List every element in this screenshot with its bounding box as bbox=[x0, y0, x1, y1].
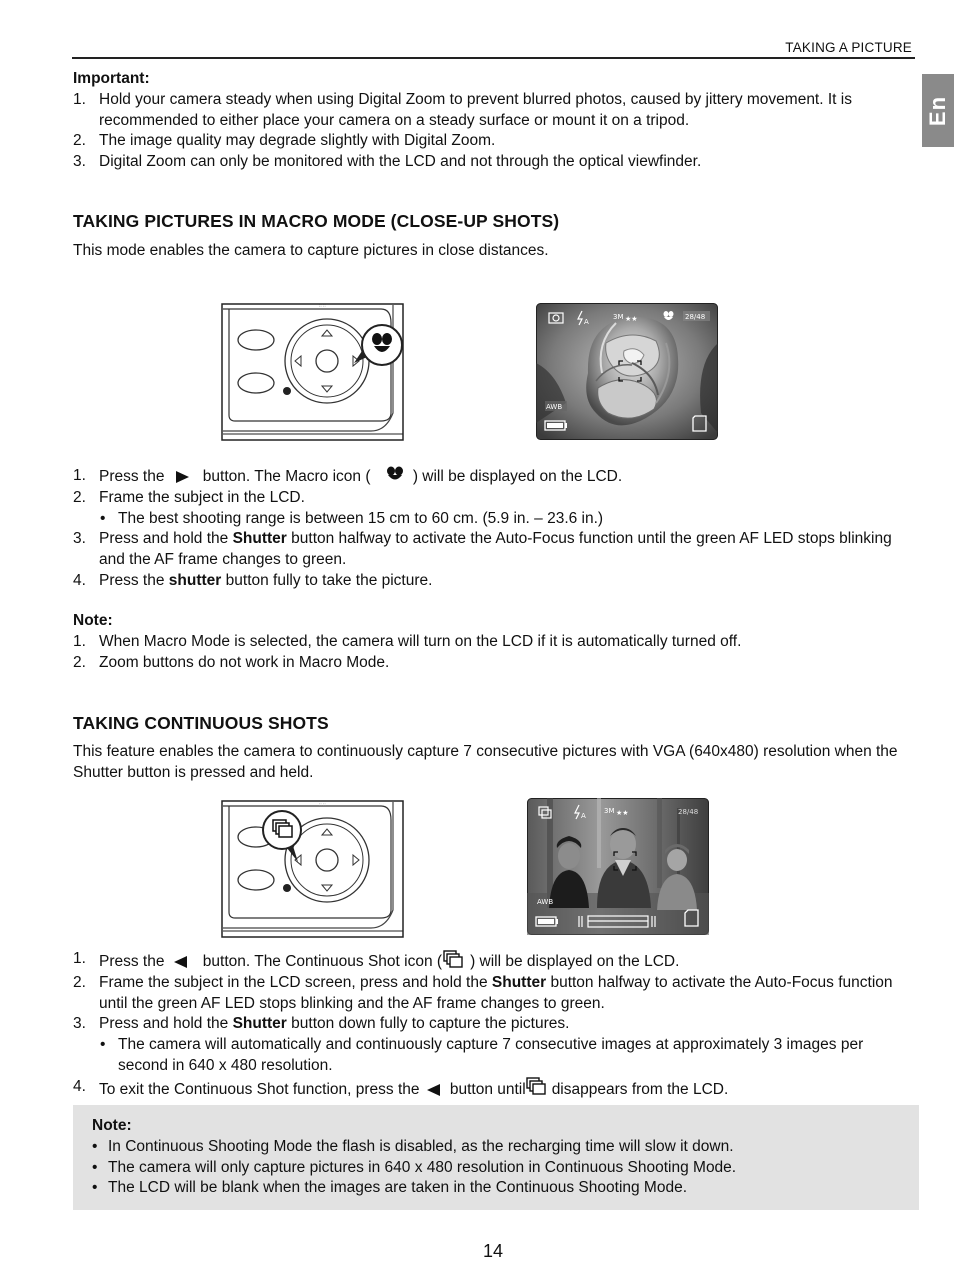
running-header: TAKING A PICTURE bbox=[785, 40, 912, 55]
continuous-title: TAKING CONTINUOUS SHOTS bbox=[73, 713, 329, 733]
macro-section-heading bbox=[73, 211, 913, 232]
svg-text::: ::: :: :: bbox=[319, 802, 326, 807]
list-item: 3. Press and hold the Shutter button down fully to capture the pictures. bbox=[73, 1015, 570, 1033]
header-rule bbox=[72, 57, 915, 59]
lcd-macro-rose-figure bbox=[536, 303, 718, 440]
list-subitem: • The best shooting range is between 15 cm to 60 cm. (5.9 in. – 23.6 in.) bbox=[100, 509, 604, 527]
continuous-shot-icon bbox=[526, 1077, 552, 1097]
language-tab-label: En bbox=[925, 95, 950, 126]
list-item: 3. Press and hold the Shutter button halfway to activate the Auto-Focus function until the green AF LED stops blinking and the AF frame changes to green. bbox=[73, 530, 892, 569]
left-arrow-icon bbox=[169, 955, 203, 969]
language-tab bbox=[922, 74, 954, 147]
page-number: 14 bbox=[482, 1241, 504, 1261]
list-item: 2. Frame the subject in the LCD screen, press and hold the Shutter button halfway to activate the Auto-Focus function until the green AF LED stops blinking and the AF frame changes to green. bbox=[73, 973, 893, 1012]
image-size-label: 3M bbox=[613, 313, 624, 321]
lcd-continuous-family-figure bbox=[527, 798, 709, 935]
continuous-shot-icon bbox=[273, 820, 292, 837]
list-item: 4. Press the shutter button fully to take the picture. bbox=[73, 571, 433, 589]
note-label: Note: bbox=[73, 612, 113, 629]
continuous-note-box bbox=[73, 1105, 919, 1210]
svg-text:A: A bbox=[584, 318, 589, 326]
macro-flower-icon bbox=[375, 466, 413, 484]
list-item: • The LCD will be blank when the images are taken in the Continuous Shooting Mode. bbox=[92, 1179, 688, 1197]
list-item: 1. When Macro Mode is selected, the camera will turn on the LCD if it is automatically turned off. bbox=[73, 632, 742, 650]
list-item: 4. To exit the Continuous Shot function, press the button until disappears from the LCD. bbox=[73, 1077, 729, 1098]
macro-note bbox=[73, 611, 913, 673]
quality-stars: ★★ bbox=[625, 315, 638, 323]
camera-back-macro-figure bbox=[221, 303, 404, 441]
note-label: Note: bbox=[92, 1117, 132, 1134]
list-item: • The camera will only capture pictures in 640 x 480 resolution in Continuous Shooting Mode. bbox=[92, 1158, 737, 1176]
continuous-shot-icon bbox=[442, 949, 470, 969]
important-label: Important: bbox=[73, 70, 150, 87]
list-item: 2. Frame the subject in the LCD. bbox=[73, 488, 305, 506]
right-arrow-icon bbox=[169, 470, 203, 484]
list-item: 1. Press the button. The Macro icon ( ) will be displayed on the LCD. bbox=[73, 467, 623, 485]
list-subitem: • The camera will automatically and continuously capture 7 consecutive images at approximately 3 images per second in 640 x 480 resolution. bbox=[100, 1036, 864, 1074]
list-item: 2. The image quality may degrade slightly with Digital Zoom. bbox=[73, 132, 496, 150]
list-item: 3. Digital Zoom can only be monitored with the LCD and not through the optical viewfinder. bbox=[73, 153, 702, 171]
important-block bbox=[73, 69, 913, 173]
white-balance-label: AWB bbox=[546, 403, 563, 411]
camera-back-continuous-figure bbox=[221, 800, 404, 938]
continuous-intro: This feature enables the camera to continuously capture 7 consecutive pictures with VGA (640x480) resolution when the Shutter button is pressed and held. bbox=[73, 743, 898, 781]
continuous-steps bbox=[73, 949, 913, 1101]
image-size-label: 3M bbox=[604, 807, 615, 815]
shot-count: 28/48 bbox=[685, 313, 706, 321]
list-item: 2. Zoom buttons do not work in Macro Mode. bbox=[73, 653, 390, 671]
important-list bbox=[73, 90, 913, 173]
list-item: 1. Press the button. The Continuous Shot icon ( ) will be displayed on the LCD. bbox=[73, 950, 680, 970]
continuous-section-heading bbox=[73, 713, 913, 734]
list-item: 1. Hold your camera steady when using Digital Zoom to prevent blurred photos, caused by jittery movement. It is recommended to either place your camera on a steady surface or mount it on a tripod. bbox=[73, 90, 852, 129]
list-item: • In Continuous Shooting Mode the flash is disabled, as the recharging time will slow it down. bbox=[92, 1137, 734, 1155]
quality-stars: ★★ bbox=[616, 809, 629, 817]
macro-title: TAKING PICTURES IN MACRO MODE (CLOSE-UP SHOTS) bbox=[73, 211, 560, 231]
white-balance-label: AWB bbox=[537, 898, 554, 906]
svg-text:A: A bbox=[581, 812, 586, 820]
macro-steps bbox=[73, 466, 913, 592]
macro-intro: This mode enables the camera to capture pictures in close distances. bbox=[73, 242, 549, 259]
svg-text::: ::: :: :: bbox=[319, 303, 326, 308]
left-arrow-icon bbox=[424, 1083, 450, 1097]
shot-count: 28/48 bbox=[678, 808, 699, 816]
